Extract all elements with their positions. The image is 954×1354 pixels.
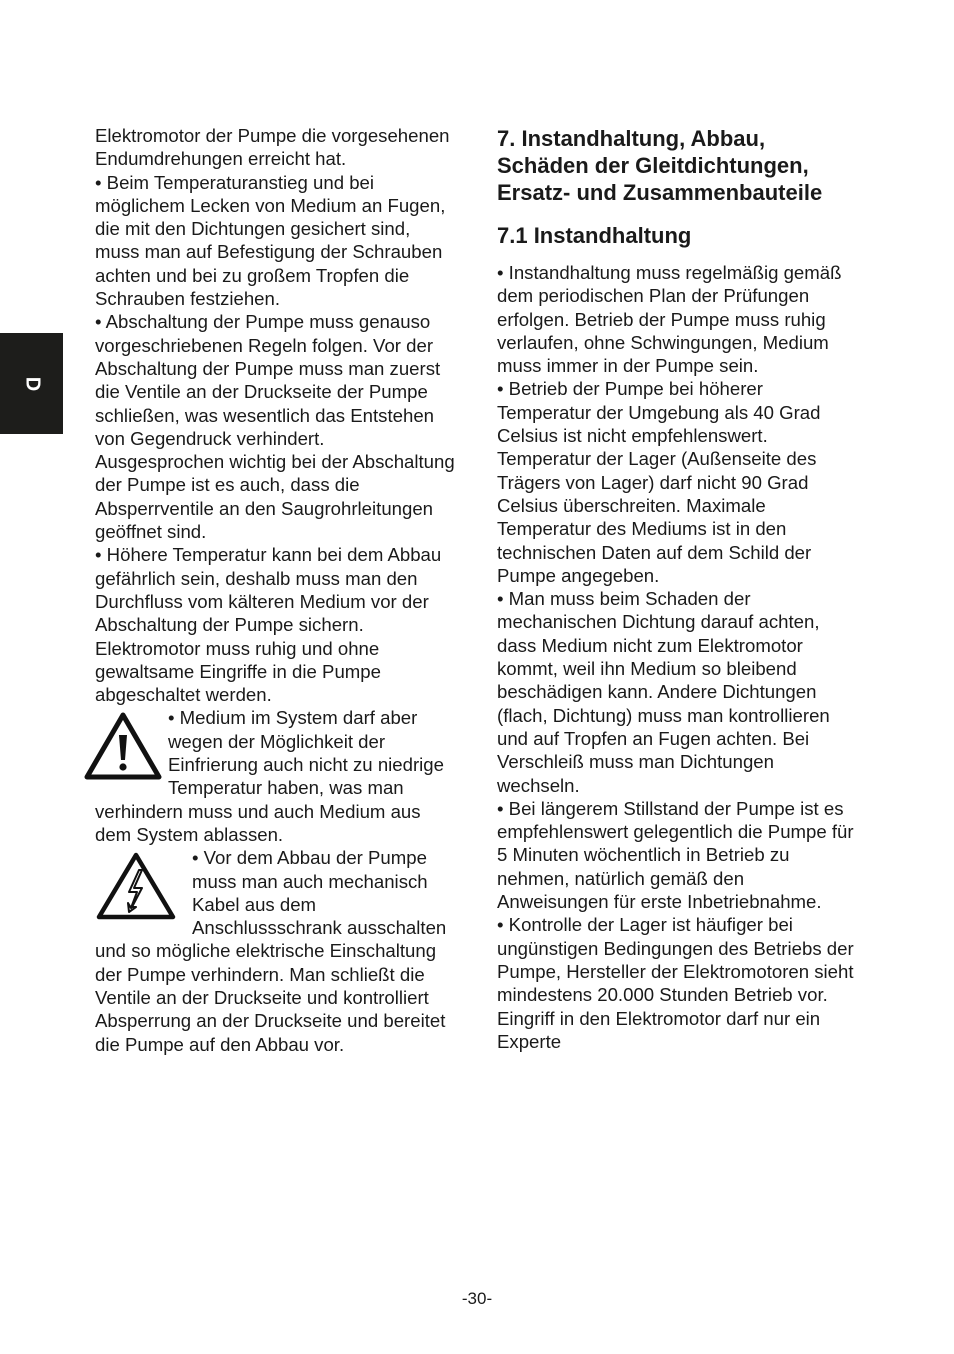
high-voltage-warning-icon: [95, 850, 177, 922]
warning-block-general: [95, 706, 457, 846]
paragraph: Elektromotor der Pumpe die vorgesehenen Endumdrehungen erreicht hat.: [95, 125, 450, 170]
paragraph: • Instandhaltung muss regelmäßig gemäß dem periodischen Plan der Prüfungen erfolgen. Betrieb der Pumpe muss ruhig verlaufen, ohne Schwingungen, Medium muss immer in der Pumpe sein.: [497, 262, 842, 377]
paragraph: • Höhere Temperatur kann bei dem Abbau gefährlich sein, deshalb muss man den Durchfluss vom kälteren Medium vor der Abschaltung der Pumpe sichern. Elektromotor muss ruhig und ohne gewaltsame Eingriffe in die Pumpe abgeschaltet werden.: [95, 544, 442, 706]
left-column: [95, 124, 457, 1056]
language-tab: [0, 333, 63, 434]
paragraph: • Abschaltung der Pumpe muss genauso vorgeschriebenen Regeln folgen. Vor der Abschaltung der Pumpe muss man zuerst die Ventile an der Druckseite der Pumpe schließen, was wesentlich das Entstehen von Gegendruck verhindert. Ausgesprochen wichtig bei der Abschaltung der Pumpe ist es auch, dass die Absperrventile an den Saugrohrleitungen geöffnet sind.: [95, 311, 455, 543]
language-tab-label: D: [21, 376, 43, 391]
page-number: -30-: [461, 1289, 493, 1308]
warning-text: • Medium im System darf aber wegen der Möglichkeit der Einfrierung auch nicht zu niedrige Temperatur haben, was man verhindern muss und auch Medium aus dem System ablassen.: [95, 707, 444, 845]
paragraph: • Bei längerem Stillstand der Pumpe ist es empfehlenswert gelegentlich die Pumpe für 5 Minuten wöchentlich in Betrieb zu nehmen, natürlich gemäß den Anweisungen für erste Inbetriebnahme.: [497, 797, 854, 913]
section-heading: 7. Instandhaltung, Abbau, Schäden der Gleitdichtungen, Ersatz- und Zusammenbauteile: [497, 126, 823, 205]
warning-text: • Vor dem Abbau der Pumpe muss man auch mechanisch Kabel aus dem Anschlussschrank ausschalten und so mögliche elektrische Einschaltung der Pumpe verhindern. Man schließt die Ventile an der Druckseite und kontrolliert Absperrung an der Druckseite und bereitet die Pumpe auf den Abbau vor.: [95, 847, 447, 1055]
paragraph: • Kontrolle der Lager ist häufiger bei ungünstigen Bedingungen des Betriebs der Pumpe, Hersteller der Elektromotoren sieht mindestens 20.000 Stunden Betrieb vor. Eingriff in den Elektromotor darf nur ein Experte: [497, 914, 854, 1052]
subsection-heading: 7.1 Instandhaltung: [497, 223, 692, 248]
warning-block-electric: [95, 846, 457, 1056]
paragraph: • Betrieb der Pumpe bei höherer Temperatur der Umgebung als 40 Grad Celsius ist nicht empfehlenswert. Temperatur der Lager (Außenseite des Trägers von Lager) darf nicht 90 Grad Celsius überschreiten. Maximale Temperatur des Mediums ist in den technischen Daten auf dem Schild der Pumpe angegeben.: [497, 378, 821, 586]
right-column: [497, 125, 859, 1053]
paragraph: • Beim Temperaturanstieg und bei möglichem Lecken von Medium an Fugen, die mit den Dichtungen gesichert sind, muss man auf Befestigung der Schrauben achten und bei zu großem Tropfen die Schrauben festziehen.: [95, 171, 446, 310]
paragraph: • Man muss beim Schaden der mechanischen Dichtung darauf achten, dass Medium nicht zum Elektromotor kommt, weil ihn Medium so bleibend beschädigen kann. Andere Dichtungen (flach, Dichtung) muss man kontrollieren und auf Tropfen an Fugen achten. Bei Verschleiß muss man Dichtungen wechseln.: [497, 588, 830, 796]
warning-exclamation-icon: [83, 710, 163, 782]
